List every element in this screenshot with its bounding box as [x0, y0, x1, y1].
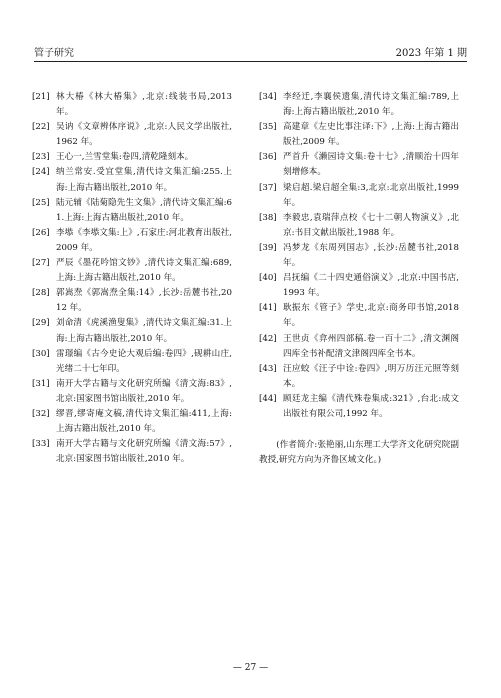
reference-number: [21]: [32, 92, 50, 102]
reference-text: 林大椿《林大椿集》,北京:线装书局,2013 年。: [56, 92, 232, 118]
reference-item: [32, 347, 232, 377]
reference-item: [32, 150, 232, 165]
reference-number: [28]: [32, 288, 50, 299]
reference-item: [259, 271, 459, 301]
reference-item: [32, 316, 232, 346]
reference-number: [29]: [32, 318, 50, 329]
reference-text: 郭嵩焘《郭嵩焘全集:14》,长沙:岳麓书社,2012 年。: [56, 288, 232, 314]
reference-item: [32, 407, 232, 437]
reference-text: 纳兰常安.受宜堂集,清代诗文集汇编:255.上海:上海古籍出版社,2010 年。: [56, 167, 232, 193]
reference-number: [41]: [259, 303, 277, 314]
running-header: [34, 44, 467, 60]
reference-item: [32, 120, 232, 150]
page-number: — 27 —: [232, 663, 269, 673]
reference-number: [22]: [32, 122, 50, 133]
reference-text: 刘命清《虎溪渔叟集》,清代诗文集汇编:31.上海:上海古籍出版社,2010 年。: [56, 318, 232, 344]
reference-number: [34]: [259, 92, 277, 102]
reference-number: [38]: [259, 212, 277, 223]
header-rule: [34, 61, 467, 62]
reference-item: [259, 90, 459, 120]
reference-number: [23]: [32, 152, 50, 163]
journal-title: 管子研究: [34, 48, 74, 59]
reference-item: [259, 301, 459, 331]
reference-number: [27]: [32, 258, 50, 269]
reference-number: [35]: [259, 122, 277, 133]
reference-text: 缪晋,缪寄庵文稿,清代诗文集汇编:411,上海:上海古籍出版社,2010 年。: [56, 408, 232, 435]
reference-number: [32]: [32, 408, 50, 419]
reference-number: [25]: [32, 197, 50, 208]
reference-number: [42]: [259, 333, 277, 344]
reference-text: 李塨《李塨文集:上》,石家庄:河北教育出版社,2009 年。: [56, 227, 232, 253]
reference-text: 王心一,兰雪堂集:卷四,清乾隆刻本。: [56, 152, 194, 163]
reference-number: [43]: [259, 363, 277, 374]
reference-number: [37]: [259, 182, 277, 193]
reference-item: [32, 256, 232, 286]
reference-item: [259, 362, 459, 392]
reference-text: 汪应蛟《汪子中诠:卷四》,明万历汪元照等刻本。: [283, 363, 459, 389]
author-bio: (作者简介:张艳丽,山东理工大学齐文化研究院副教授,研究方向为齐鲁区域文化。): [259, 440, 459, 466]
reference-text: 雷璟编《古今史论大观后编:卷四》,砚耕山庄,光绪二十七年印。: [56, 348, 232, 374]
reference-item: [32, 90, 232, 120]
reference-text: 严辰《墨花吟馆文钞》,清代诗文集汇编:689,上海:上海古籍出版社,2010 年。: [56, 258, 232, 284]
reference-text: 高建章《左史比事注译:下》,上海:上海古籍出版社,2009 年。: [283, 122, 459, 148]
reference-text: 耿振东《管子》学史,北京:商务印书馆,2018 年。: [283, 303, 459, 329]
reference-text: 梁启超.梁启超全集:3,北京:北京出版社,1999 年。: [283, 182, 459, 208]
reference-text: 南开大学古籍与文化研究所编《清文海:57》,北京:国家图书馆出版社,2010 年。: [56, 439, 232, 465]
reference-number: [36]: [259, 152, 277, 163]
reference-item: [259, 181, 459, 211]
reference-number: [24]: [32, 167, 50, 178]
reference-text: 吕抚编《二十四史通俗演义》,北京:中国书店,1993 年。: [283, 273, 459, 299]
reference-number: [39]: [259, 242, 277, 253]
references-left-column: [32, 90, 232, 467]
reference-item: [259, 392, 459, 422]
reference-number: [30]: [32, 348, 50, 359]
reference-text: 李毅忠,袁瑞萍点校《七十二朝人物演义》,北京:书目文献出版社,1988 年。: [283, 212, 459, 238]
reference-number: [31]: [32, 378, 50, 389]
reference-text: 严首升《濑园诗文集:卷十七》,清顺治十四年刻增修本。: [283, 152, 459, 178]
reference-item: [32, 165, 232, 195]
reference-item: [32, 286, 232, 316]
references-right-column: [259, 90, 459, 468]
reference-item: [259, 332, 459, 362]
reference-number: [26]: [32, 227, 50, 238]
reference-text: 顾廷龙主编《清代殊卷集成:321》,台北:成文出版社有限公司,1992 年。: [283, 393, 459, 419]
reference-text: 王世贞《弇州四部稿.卷一百十二》,清文渊阁四库全书补配清文津阁四库全书本。: [283, 333, 459, 359]
reference-text: 冯梦龙《东周列国志》,长沙:岳麓书社,2018 年。: [283, 242, 459, 269]
reference-item: [32, 196, 232, 226]
reference-number: [40]: [259, 273, 277, 284]
reference-text: 吴讷《文章辨体序说》,北京:人民文学出版社,1962 年。: [56, 122, 232, 148]
reference-number: [44]: [259, 393, 277, 404]
reference-item: [259, 120, 459, 150]
reference-text: 陆元辅《陆菊隐先生文集》,清代诗文集汇编:61.上海:上海古籍出版社,2010 年。: [56, 197, 232, 223]
reference-item: [259, 241, 459, 271]
reference-item: [259, 211, 459, 241]
reference-item: [32, 226, 232, 256]
reference-item: [259, 150, 459, 180]
issue-label: 2023 年第 1 期: [395, 48, 467, 59]
reference-text: 李经迁,李襄侯遗集,清代诗文集汇编:789,上海:上海古籍出版社,2010 年。: [283, 92, 459, 118]
reference-item: [32, 437, 232, 467]
reference-item: [32, 377, 232, 407]
reference-number: [33]: [32, 439, 50, 450]
reference-text: 南开大学古籍与文化研究所编《清文海:83》,北京:国家图书馆出版社,2010 年。: [56, 378, 232, 404]
